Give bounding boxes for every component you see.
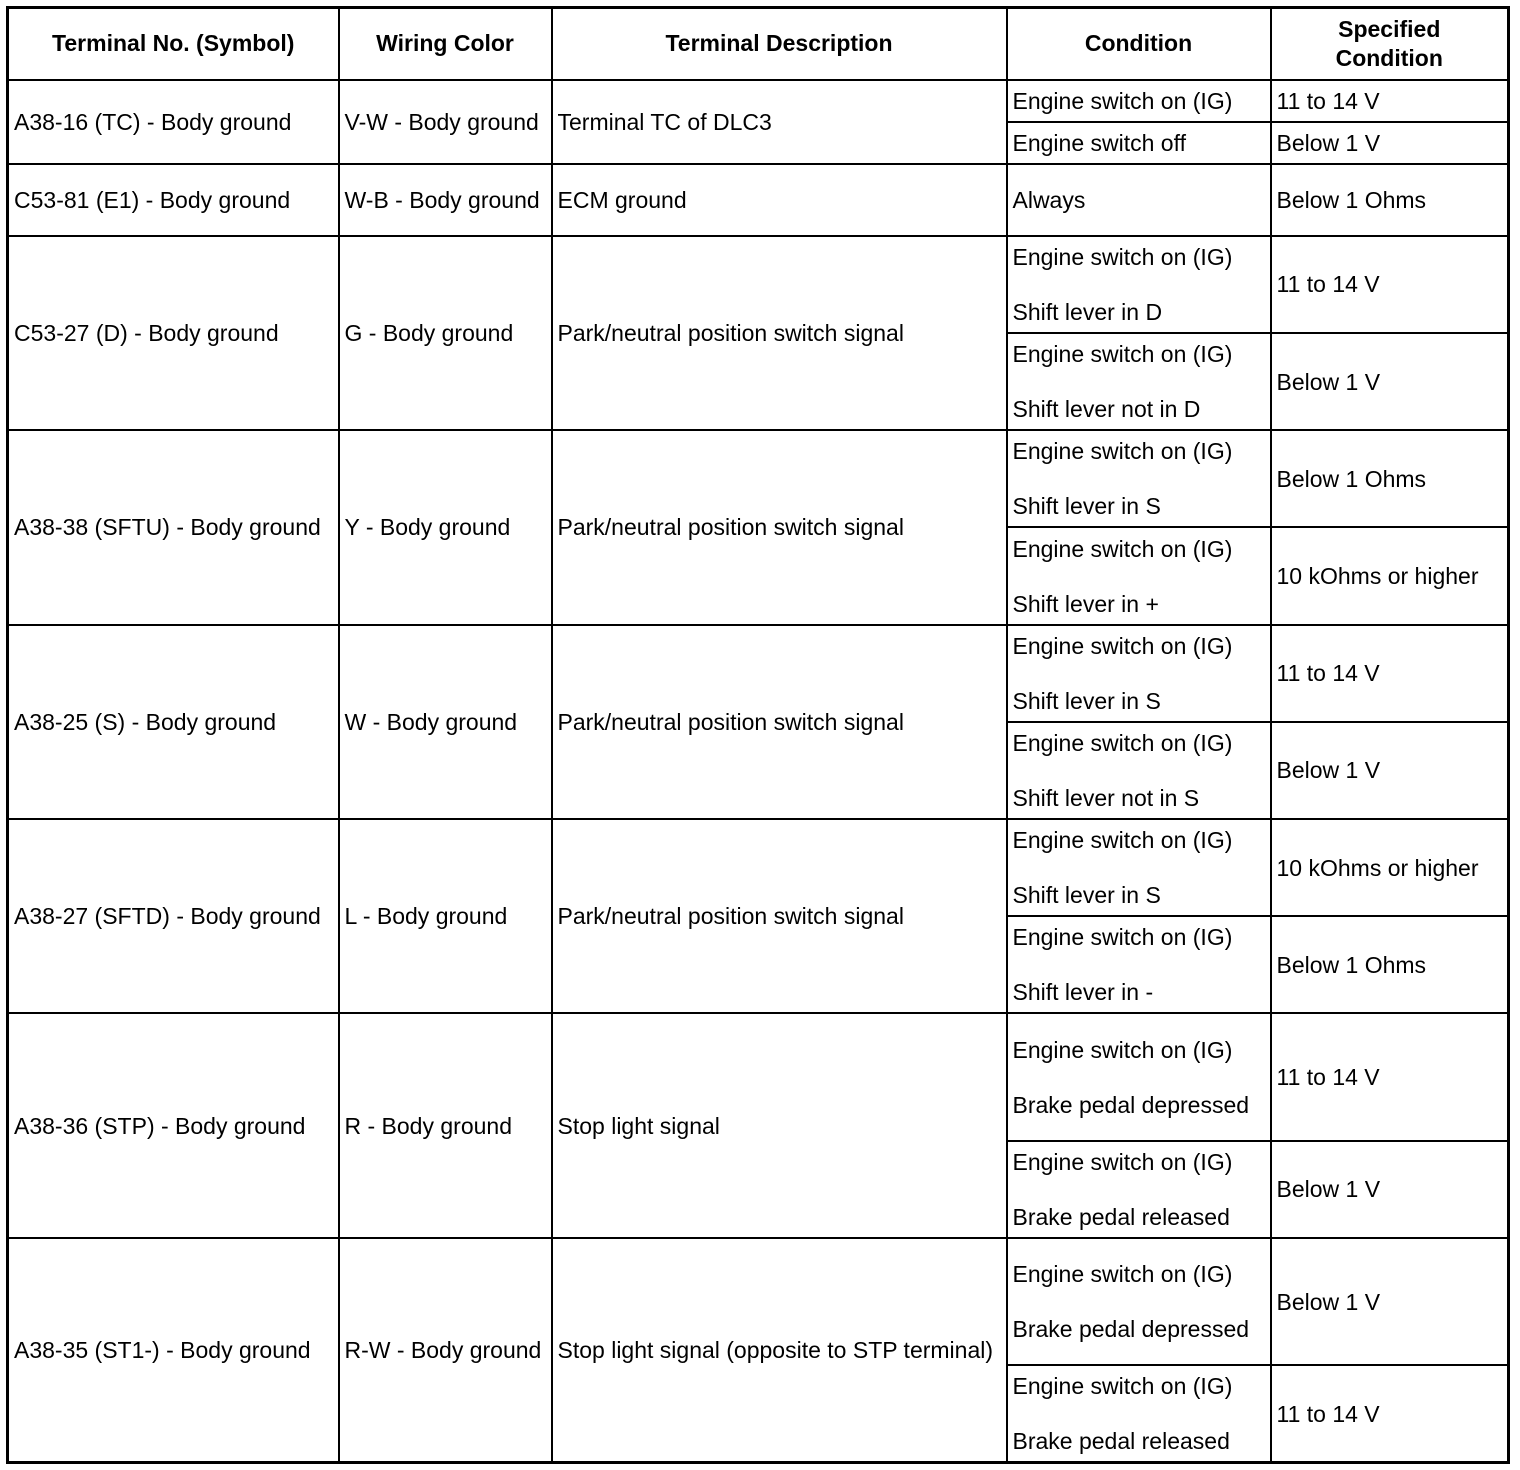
table-row (8, 625, 1509, 722)
terminal-spec-table (6, 6, 1510, 1464)
table-row (8, 80, 1509, 122)
condition-line-1: Engine switch on (IG) (1012, 1036, 1233, 1063)
spec-cell: 11 to 14 V (1271, 1365, 1509, 1462)
condition-cell (1007, 1141, 1271, 1238)
spec-cell: 11 to 14 V (1271, 1013, 1509, 1140)
condition-cell (1007, 1365, 1271, 1462)
spec-cell: 10 kOhms or higher (1271, 819, 1509, 916)
description-cell: ECM ground (552, 164, 1007, 236)
condition-cell: Engine switch on (IG) (1007, 80, 1271, 122)
terminal-cell: A38-27 (SFTD) - Body ground (8, 819, 339, 1013)
condition-line-2: Shift lever in D (1012, 298, 1163, 325)
condition-line-2: Brake pedal depressed (1012, 1316, 1250, 1343)
spec-cell: Below 1 V (1271, 122, 1509, 164)
table-row (8, 164, 1509, 236)
condition-cell (1007, 916, 1271, 1013)
description-cell: Park/neutral position switch signal (552, 625, 1007, 819)
condition-line-1: Engine switch on (IG) (1012, 729, 1233, 756)
terminal-cell: A38-38 (SFTU) - Body ground (8, 430, 339, 624)
spec-cell: 11 to 14 V (1271, 80, 1509, 122)
wiring-cell: W-B - Body ground (339, 164, 552, 236)
condition-line-2: Brake pedal released (1012, 1428, 1230, 1455)
condition-cell: Always (1007, 164, 1271, 236)
condition-cell (1007, 236, 1271, 333)
header-specified-condition: Specified Condition (1271, 8, 1509, 80)
spec-cell: Below 1 Ohms (1271, 164, 1509, 236)
condition-cell (1007, 819, 1271, 916)
table-row (8, 1238, 1509, 1365)
condition-line-1: Engine switch on (IG) (1012, 1261, 1233, 1288)
terminal-cell: A38-25 (S) - Body ground (8, 625, 339, 819)
terminal-cell: C53-81 (E1) - Body ground (8, 164, 339, 236)
condition-line-1: Engine switch on (IG) (1012, 1148, 1233, 1175)
description-cell: Park/neutral position switch signal (552, 819, 1007, 1013)
condition-line-1: Engine switch on (IG) (1012, 632, 1233, 659)
condition-line-2: Brake pedal released (1012, 1203, 1230, 1230)
wiring-cell: V-W - Body ground (339, 80, 552, 164)
condition-line-2: Shift lever in S (1012, 882, 1161, 909)
header-terminal: Terminal No. (Symbol) (8, 8, 339, 80)
condition-line-2: Shift lever in S (1012, 687, 1161, 714)
condition-line-2: Shift lever not in S (1012, 784, 1200, 811)
spec-cell: 11 to 14 V (1271, 625, 1509, 722)
condition-line-2: Shift lever in + (1012, 590, 1159, 617)
spec-cell: Below 1 Ohms (1271, 916, 1509, 1013)
spec-cell: Below 1 V (1271, 722, 1509, 819)
terminal-cell: C53-27 (D) - Body ground (8, 236, 339, 430)
condition-line-2: Brake pedal depressed (1012, 1091, 1250, 1118)
header-wiring-color: Wiring Color (339, 8, 552, 80)
wiring-cell: G - Body ground (339, 236, 552, 430)
spec-cell: 11 to 14 V (1271, 236, 1509, 333)
terminal-cell: A38-35 (ST1-) - Body ground (8, 1238, 339, 1463)
condition-cell (1007, 1013, 1271, 1140)
description-cell: Park/neutral position switch signal (552, 430, 1007, 624)
condition-cell (1007, 333, 1271, 430)
description-cell: Stop light signal (552, 1013, 1007, 1237)
header-condition: Condition (1007, 8, 1271, 80)
condition-line-1: Engine switch on (IG) (1012, 438, 1233, 465)
condition-line-1: Engine switch on (IG) (1012, 535, 1233, 562)
spec-cell: Below 1 Ohms (1271, 430, 1509, 527)
terminal-cell: A38-36 (STP) - Body ground (8, 1013, 339, 1237)
spec-cell: 10 kOhms or higher (1271, 527, 1509, 624)
condition-cell (1007, 1238, 1271, 1365)
wiring-cell: W - Body ground (339, 625, 552, 819)
wiring-cell: L - Body ground (339, 819, 552, 1013)
wiring-cell: R - Body ground (339, 1013, 552, 1237)
table-row (8, 1013, 1509, 1140)
condition-line-1: Engine switch on (IG) (1012, 1373, 1233, 1400)
table-row (8, 236, 1509, 333)
header-terminal-description: Terminal Description (552, 8, 1007, 80)
condition-line-1: Engine switch on (IG) (1012, 924, 1233, 951)
condition-line-1: Engine switch on (IG) (1012, 243, 1233, 270)
condition-line-1: Engine switch on (IG) (1012, 341, 1233, 368)
spec-cell: Below 1 V (1271, 333, 1509, 430)
condition-cell (1007, 430, 1271, 527)
condition-cell (1007, 527, 1271, 624)
condition-cell (1007, 625, 1271, 722)
description-cell: Stop light signal (opposite to STP terminal) (552, 1238, 1007, 1463)
condition-line-2: Shift lever in - (1012, 979, 1154, 1006)
description-cell: Park/neutral position switch signal (552, 236, 1007, 430)
condition-line-1: Engine switch on (IG) (1012, 827, 1233, 854)
condition-cell (1007, 722, 1271, 819)
condition-cell: Engine switch off (1007, 122, 1271, 164)
wiring-cell: Y - Body ground (339, 430, 552, 624)
wiring-cell: R-W - Body ground (339, 1238, 552, 1463)
header-row (8, 8, 1509, 80)
condition-line-2: Shift lever not in D (1012, 396, 1201, 423)
table-row (8, 430, 1509, 527)
table-row (8, 819, 1509, 916)
terminal-cell: A38-16 (TC) - Body ground (8, 80, 339, 164)
condition-line-2: Shift lever in S (1012, 493, 1161, 520)
description-cell: Terminal TC of DLC3 (552, 80, 1007, 164)
spec-cell: Below 1 V (1271, 1238, 1509, 1365)
spec-cell: Below 1 V (1271, 1141, 1509, 1238)
